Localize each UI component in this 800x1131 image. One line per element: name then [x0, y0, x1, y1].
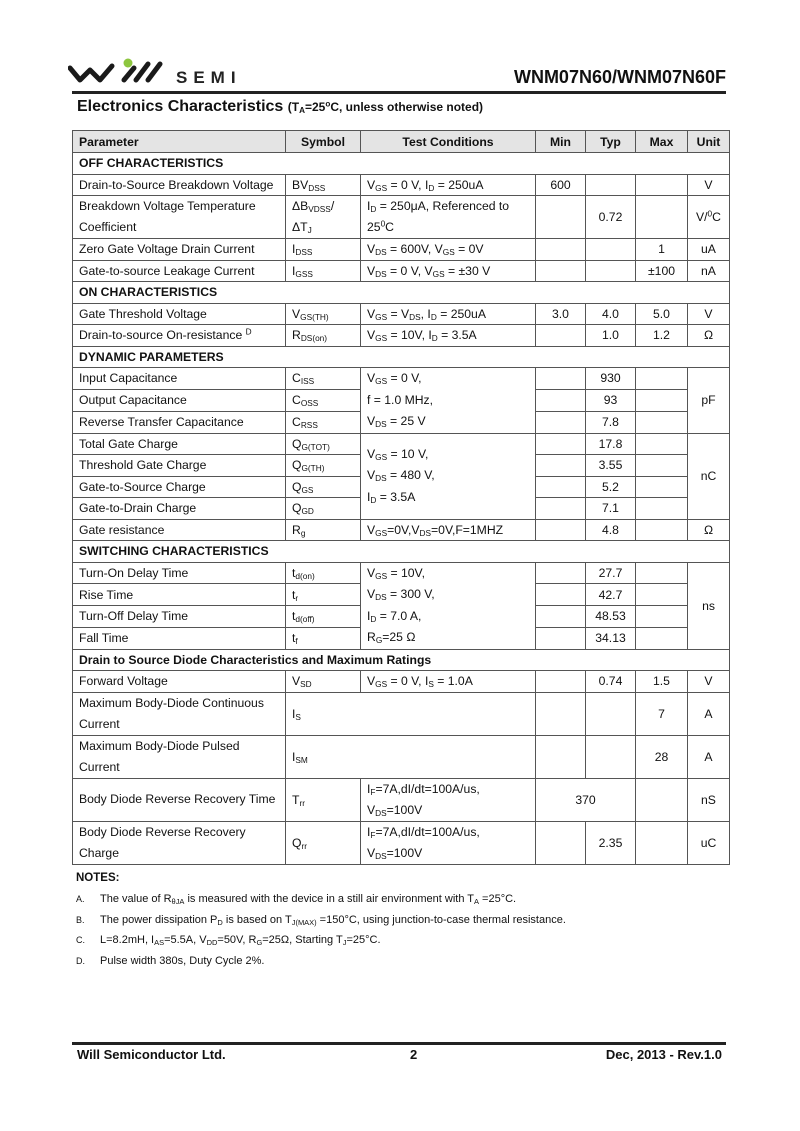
section-title-text: Electronics Characteristics: [77, 98, 284, 115]
symbol-cell: $Q_{GS}$: [286, 476, 361, 498]
condition-cell: $V_{GS} = 0$ V, $I_S = 1.0A$: [361, 671, 536, 693]
typ-cell: 930: [586, 368, 636, 390]
typ-cell: 4.0: [586, 303, 636, 325]
min-cell: [536, 692, 586, 735]
note-text: L=8.2mH, $I_{AS}=5.5A$, $V_{DD}=50V$, $R_G=25\Omega$, Starting $T_J=25^\circ C$.: [100, 934, 381, 948]
symbol-cell: $t_{d(on)}$: [286, 562, 361, 584]
table-row: [73, 821, 730, 864]
min-cell: [536, 584, 586, 606]
note-label: D.: [76, 955, 85, 966]
note-label: A.: [76, 894, 85, 904]
table-row: [73, 735, 730, 778]
param-cell: Total Gate Charge: [73, 433, 286, 455]
condition-cell: $I_F=7A,dI/dt=100A/us$, $V_{DS}=100V$: [361, 778, 536, 821]
table-row: [73, 692, 730, 735]
param-cell: Threshold Gate Charge: [73, 455, 286, 477]
unit-cell: uC: [688, 821, 730, 864]
symbol-cell: $Q_{GD}$: [286, 498, 361, 520]
unit-cell: ns: [688, 562, 730, 649]
param-cell: Gate-to-source Leakage Current: [73, 260, 286, 282]
typ-cell: 93: [586, 389, 636, 411]
table-row: [73, 433, 730, 455]
typ-cell: [586, 692, 636, 735]
unit-cell: V: [688, 303, 730, 325]
condition-cell: $V_{DS} = 0$ V, $V_{GS} = \pm 30$ V: [361, 260, 536, 282]
section-condition: ($T_A=25^oC$, unless otherwise noted): [287, 99, 484, 116]
min-cell: [536, 671, 586, 693]
typ-cell: 2.35: [586, 821, 636, 864]
condition-cell: $I_D = 250\mu A$, Referenced to $25^0C$: [361, 196, 536, 239]
column-header-parameter: Parameter: [73, 131, 286, 153]
min-cell: [536, 519, 586, 541]
max-cell: [636, 476, 688, 498]
typ-cell: 4.8: [586, 519, 636, 541]
max-cell: [636, 174, 688, 196]
condition-cell: $V_{GS} = V_{DS}$, $I_D = 250uA$: [361, 303, 536, 325]
min-cell: [536, 455, 586, 477]
param-cell: Reverse Transfer Capacitance: [73, 411, 286, 433]
max-cell: 5.0: [636, 303, 688, 325]
section-row: [73, 346, 730, 368]
symbol-cell: $t_f$: [286, 627, 361, 649]
param-cell: Gate Threshold Voltage: [73, 303, 286, 325]
max-cell: 1.5: [636, 671, 688, 693]
symbol-cell: $I_{DSS}$: [286, 239, 361, 261]
max-cell: 7: [636, 692, 688, 735]
min-cell: 600: [536, 174, 586, 196]
param-cell: Breakdown Voltage Temperature Coefficient: [73, 196, 286, 239]
column-header-symbol: Symbol: [286, 131, 361, 153]
condition-cell: $V_{DS} = 600V$, $V_{GS} = 0V$: [361, 239, 536, 261]
unit-cell: uA: [688, 239, 730, 261]
typ-cell: 1.0: [586, 325, 636, 347]
part-number: WNM07N60/WNM07N60F: [513, 67, 726, 87]
symbol-cell: $I_{SM}$: [286, 735, 536, 778]
max-cell: ±100: [636, 260, 688, 282]
note-label: C.: [76, 935, 85, 946]
max-cell: [636, 606, 688, 628]
company-logo: [68, 58, 258, 90]
param-cell: Maximum Body-Diode Pulsed Current: [73, 735, 286, 778]
param-cell: Input Capacitance: [73, 368, 286, 390]
column-header-typ: Typ: [586, 131, 636, 153]
max-cell: [636, 455, 688, 477]
param-cell: Turn-Off Delay Time: [73, 606, 286, 628]
note-text: The power dissipation $P_D$ is based on $T_{J(MAX)} =150^\circ C$, using junction-to-case thermal resistance.: [100, 913, 566, 927]
typ-cell: [586, 174, 636, 196]
section-row: [73, 282, 730, 304]
condition-cell: $V_{GS} = 0$ V, $I_D = 250uA$: [361, 174, 536, 196]
unit-cell: nA: [688, 260, 730, 282]
typ-cell: 17.8: [586, 433, 636, 455]
will-logo-icon: [68, 58, 173, 88]
symbol-cell: $Q_{G(TH)}$: [286, 455, 361, 477]
max-cell: [636, 778, 688, 821]
symbol-cell: $R_g$: [286, 519, 361, 541]
symbol-cell: $C_{ISS}$: [286, 368, 361, 390]
max-cell: 28: [636, 735, 688, 778]
table-row: [73, 196, 730, 239]
param-cell: Turn-On Delay Time: [73, 562, 286, 584]
max-cell: [636, 821, 688, 864]
logo-text: SEMI: [176, 68, 242, 87]
column-header-min: Min: [536, 131, 586, 153]
typ-cell: 0.74: [586, 671, 636, 693]
param-cell: Fall Time: [73, 627, 286, 649]
unit-cell: Ω: [688, 519, 730, 541]
table-row: [73, 671, 730, 693]
table-row: [73, 562, 730, 584]
min-cell: [536, 411, 586, 433]
param-cell: Drain-to-source On-resistance $^D$: [73, 325, 286, 347]
unit-cell: V/$^0$C: [688, 196, 730, 239]
condition-cell: $V_{GS} = 10V$, $I_D = 3.5A$: [361, 325, 536, 347]
max-cell: [636, 498, 688, 520]
max-cell: [636, 627, 688, 649]
table-row: [73, 260, 730, 282]
symbol-cell: $T_{rr}$: [286, 778, 361, 821]
symbol-cell: $C_{RSS}$: [286, 411, 361, 433]
typ-cell: 3.55: [586, 455, 636, 477]
note-text: Pulse width 380s, Duty Cycle 2%.: [100, 954, 265, 967]
max-cell: 1.2: [636, 325, 688, 347]
unit-cell: nC: [688, 433, 730, 519]
section-on-characteristics: ON CHARACTERISTICS: [73, 282, 730, 304]
section-switching-characteristics: SWITCHING CHARACTERISTICS: [73, 541, 730, 563]
column-header-unit: Unit: [688, 131, 730, 153]
unit-cell: A: [688, 692, 730, 735]
min-cell: [536, 476, 586, 498]
table-row: [73, 239, 730, 261]
section-row: [73, 649, 730, 671]
note-text: The value of $R_{\theta JA}$ is measured with the device in a still air environment with $T_A =25^\circ C$.: [100, 893, 517, 906]
typ-cell: 34.13: [586, 627, 636, 649]
table-row: [73, 368, 730, 390]
param-cell: Forward Voltage: [73, 671, 286, 693]
max-cell: [636, 411, 688, 433]
min-cell: [536, 606, 586, 628]
max-cell: [636, 368, 688, 390]
section-row: [73, 153, 730, 175]
param-cell: Gate-to-Source Charge: [73, 476, 286, 498]
condition-cell: $I_F=7A,dI/dt=100A/us$, $V_{DS}=100V$: [361, 821, 536, 864]
min-cell: [536, 325, 586, 347]
typ-cell: 0.72: [586, 196, 636, 239]
column-header-test-conditions: Test Conditions: [361, 131, 536, 153]
min-cell: [536, 735, 586, 778]
table-row: [73, 303, 730, 325]
footer-divider: [72, 1042, 726, 1045]
unit-cell: Ω: [688, 325, 730, 347]
min-cell: [536, 562, 586, 584]
max-cell: [636, 584, 688, 606]
typ-cell: 370: [536, 778, 636, 821]
param-cell: Drain-to-Source Breakdown Voltage: [73, 174, 286, 196]
symbol-cell: $BV_{DSS}$: [286, 174, 361, 196]
note-item: [76, 934, 566, 955]
symbol-cell: $I_{GSS}$: [286, 260, 361, 282]
section-diode-characteristics: Drain to Source Diode Characteristics and Maximum Ratings: [73, 649, 730, 671]
section-off-characteristics: OFF CHARACTERISTICS: [73, 153, 730, 175]
min-cell: 3.0: [536, 303, 586, 325]
min-cell: [536, 821, 586, 864]
min-cell: [536, 498, 586, 520]
symbol-cell: $t_{d(off)}$: [286, 606, 361, 628]
note-item: [76, 914, 566, 935]
param-cell: Output Capacitance: [73, 389, 286, 411]
min-cell: [536, 239, 586, 261]
section-row: [73, 541, 730, 563]
note-label: B.: [76, 914, 85, 925]
typ-cell: 7.1: [586, 498, 636, 520]
typ-cell: [586, 260, 636, 282]
param-cell: Zero Gate Voltage Drain Current: [73, 239, 286, 261]
typ-cell: [586, 735, 636, 778]
page-number: 2: [410, 1047, 418, 1062]
param-cell: Gate resistance: [73, 519, 286, 541]
typ-cell: 7.8: [586, 411, 636, 433]
unit-cell: V: [688, 671, 730, 693]
param-cell: Gate-to-Drain Charge: [73, 498, 286, 520]
table-header-row: [73, 131, 730, 153]
param-cell: Maximum Body-Diode Continuous Current: [73, 692, 286, 735]
typ-cell: 27.7: [586, 562, 636, 584]
footer-company: Will Semiconductor Ltd.: [77, 1047, 226, 1062]
typ-cell: 5.2: [586, 476, 636, 498]
min-cell: [536, 368, 586, 390]
symbol-cell: $I_S$: [286, 692, 536, 735]
param-cell: Body Diode Reverse Recovery Charge: [73, 821, 286, 864]
typ-cell: 48.53: [586, 606, 636, 628]
typ-cell: [586, 239, 636, 261]
condition-cell: $V_{GS} = 10$ V, $V_{DS} = 480$ V, $I_D = 3.5A$: [361, 433, 536, 519]
max-cell: 1: [636, 239, 688, 261]
min-cell: [536, 260, 586, 282]
max-cell: [636, 196, 688, 239]
notes-title: NOTES:: [76, 872, 120, 884]
min-cell: [536, 196, 586, 239]
max-cell: [636, 562, 688, 584]
unit-cell: A: [688, 735, 730, 778]
min-cell: [536, 627, 586, 649]
min-cell: [536, 433, 586, 455]
section-dynamic-parameters: DYNAMIC PARAMETERS: [73, 346, 730, 368]
unit-cell: pF: [688, 368, 730, 434]
condition-cell: $V_{GS} = 10V$, $V_{DS} = 300$ V, $I_D = 7.0$ A, $R_G=25$ Ω: [361, 562, 536, 649]
electrical-characteristics-table: [72, 130, 730, 865]
section-title: [77, 98, 483, 116]
table-row: [73, 174, 730, 196]
symbol-cell: $R_{DS(on)}$: [286, 325, 361, 347]
min-cell: [536, 389, 586, 411]
footer-revision: Dec, 2013 - Rev.1.0: [605, 1047, 722, 1062]
symbol-cell: $\Delta B_{VDSS}/$ $\Delta T_J$: [286, 196, 361, 239]
header-divider: [72, 91, 726, 94]
typ-cell: 42.7: [586, 584, 636, 606]
symbol-cell: $C_{OSS}$: [286, 389, 361, 411]
symbol-cell: $Q_{G(TOT)}$: [286, 433, 361, 455]
column-header-max: Max: [636, 131, 688, 153]
condition-cell: $V_{GS} = 0$ V, f = 1.0 MHz, $V_{DS} = 25$ V: [361, 368, 536, 434]
symbol-cell: $t_r$: [286, 584, 361, 606]
note-item: [76, 893, 566, 914]
notes-section: [76, 872, 566, 975]
table-row: [73, 519, 730, 541]
condition-cell: $V_{GS}=0V,V_{DS}=0V,F=1MHZ$: [361, 519, 536, 541]
max-cell: [636, 389, 688, 411]
symbol-cell: $V_{GS(TH)}$: [286, 303, 361, 325]
param-cell: Rise Time: [73, 584, 286, 606]
param-cell: Body Diode Reverse Recovery Time: [73, 778, 286, 821]
note-item: [76, 955, 566, 976]
table-row: [73, 325, 730, 347]
unit-cell: nS: [688, 778, 730, 821]
max-cell: [636, 433, 688, 455]
unit-cell: V: [688, 174, 730, 196]
symbol-cell: $V_{SD}$: [286, 671, 361, 693]
symbol-cell: $Q_{rr}$: [286, 821, 361, 864]
table-row: [73, 778, 730, 821]
max-cell: [636, 519, 688, 541]
